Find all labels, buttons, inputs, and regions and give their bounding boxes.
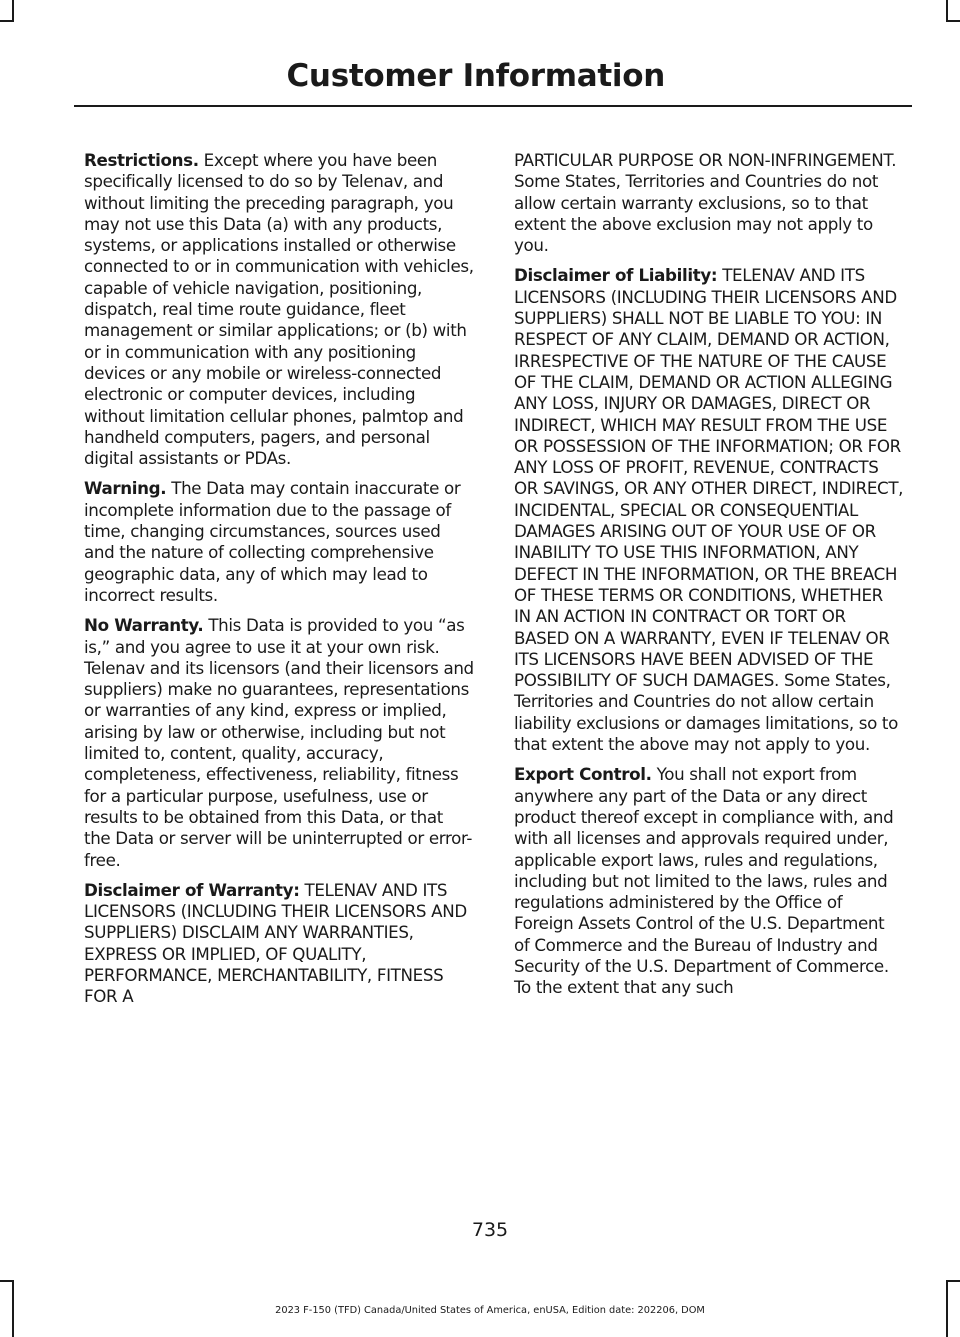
page-number: 735 xyxy=(471,1219,509,1241)
crop-mark xyxy=(946,20,960,22)
header-divider xyxy=(74,105,912,107)
paragraph-text: The Data may contain inaccurate or incomplete information due to the passage of time, changing circumstances, sources used and the nature of collecting comprehensive geographic data, any of which may lead to incorrect results. xyxy=(84,478,461,605)
crop-mark xyxy=(946,0,948,22)
crop-mark xyxy=(946,1280,960,1282)
paragraph-no-warranty xyxy=(84,615,474,871)
paragraph-text: TELENAV AND ITS LICENSORS (INCLUDING THEIR LICENSORS AND SUPPLIERS) DISCLAIM ANY WARRANTIES, EXPRESS OR IMPLIED, OF QUALITY, PERFORMANCE, MERCHANTABILITY, FITNESS FOR A xyxy=(84,879,467,1007)
footer-text: 2023 F-150 (TFD) Canada/United States of America, enUSA, Edition date: 202206, DOM xyxy=(275,1305,705,1316)
paragraph-text: Except where you have been specifically licensed to do so by Telenav, and without limiting the preceding paragraph, you may not use this Data (a) with any products, systems, or applications installed or otherwise connected to or in communication with vehicles, capable of vehicle navigation, positioning, dispatch, real time route guidance, fleet management or similar applications; or (b) with or in communication with any positioning devices or any mobile or wireless-connected electronic or computer devices, including without limitation cellular phones, palmtop and handheld computers, pagers, and personal digital assistants or PDAs. xyxy=(84,150,474,469)
crop-mark xyxy=(0,1280,14,1282)
right-column xyxy=(514,150,904,1008)
paragraph-text: You shall not export from anywhere any part of the Data or any direct product thereof except in compliance with, and with all licenses and approvals required under, applicable export laws, rules and regulations, including but not limited to the laws, rules and regulations administered by the Office of Foreign Assets Control of the U.S. Department of Commerce and the Bureau of Industry and Security of the U.S. Department of Commerce. To the extent that any such xyxy=(514,764,894,998)
paragraph-text: TELENAV AND ITS LICENSORS (INCLUDING THEIR LICENSORS AND SUPPLIERS) SHALL NOT BE LIABLE TO YOU: IN RESPECT OF ANY CLAIM, DEMAND OR ACTION, IRRESPECTIVE OF THE NATURE OF THE CAUSE OF THE CLAIM, DEMAND OR ACTION ALLEGING ANY LOSS, INJURY OR DAMAGES, DIRECT OR INDIRECT, WHICH MAY RESULT FROM THE USE OR POSSESSION OF THE INFORMATION; OR FOR ANY LOSS OF PROFIT, REVENUE, CONTRACTS OR SAVINGS, OR ANY OTHER DIRECT, INDIRECT, INCIDENTAL, SPECIAL OR CONSEQUENTIAL DAMAGES ARISING OUT OF YOUR USE OF OR INABILITY TO USE THIS INFORMATION, ANY DEFECT IN THE INFORMATION, OR THE BREACH OF THESE TERMS OR CONDITIONS, WHETHER IN AN ACTION IN CONTRACT OR TORT OR BASED ON A WARRANTY, EVEN IF TELENAV OR ITS LICENSORS HAVE BEEN ADVISED OF THE POSSIBILITY OF SUCH DAMAGES. Some States, Territories and Countries do not allow certain liability exclusions or damages limitations, so to that extent the above may not apply to you. xyxy=(514,265,904,755)
paragraph-heading: Disclaimer of Warranty: xyxy=(84,879,300,900)
paragraph-disclaimer-of-warranty xyxy=(84,880,474,1008)
crop-mark xyxy=(12,0,14,22)
paragraph-heading: No Warranty. xyxy=(84,615,204,636)
crop-mark xyxy=(0,20,14,22)
left-column xyxy=(84,150,474,1017)
page-title: Customer Information xyxy=(286,58,665,94)
paragraph-disclaimer-of-liability xyxy=(514,265,904,755)
paragraph-export-control xyxy=(514,764,904,998)
paragraph-heading: Restrictions. xyxy=(84,150,199,170)
paragraph-restrictions xyxy=(84,150,474,469)
paragraph-text: PARTICULAR PURPOSE OR NON-INFRINGEMENT. Some States, Territories and Countries do not allow certain warranty exclusions, so to that extent the above exclusion may not apply to you. xyxy=(514,150,897,256)
paragraph-warning xyxy=(84,478,474,606)
paragraph-heading: Warning. xyxy=(84,478,167,499)
paragraph-text: This Data is provided to you “as is,” and you agree to use it at your own risk. Telenav and its licensors (and their licensors and suppliers) make no guarantees, representations or warranties of any kind, express or implied, arising by law or otherwise, including but not limited to, content, quality, accuracy, completeness, effectiveness, reliability, fitness for a particular purpose, usefulness, use or results to be obtained from this Data, or that the Data or server will be uninterrupted or error-free. xyxy=(84,615,474,870)
paragraph-continued xyxy=(514,150,904,256)
paragraph-heading: Export Control. xyxy=(514,764,652,785)
paragraph-heading: Disclaimer of Liability: xyxy=(514,265,718,286)
